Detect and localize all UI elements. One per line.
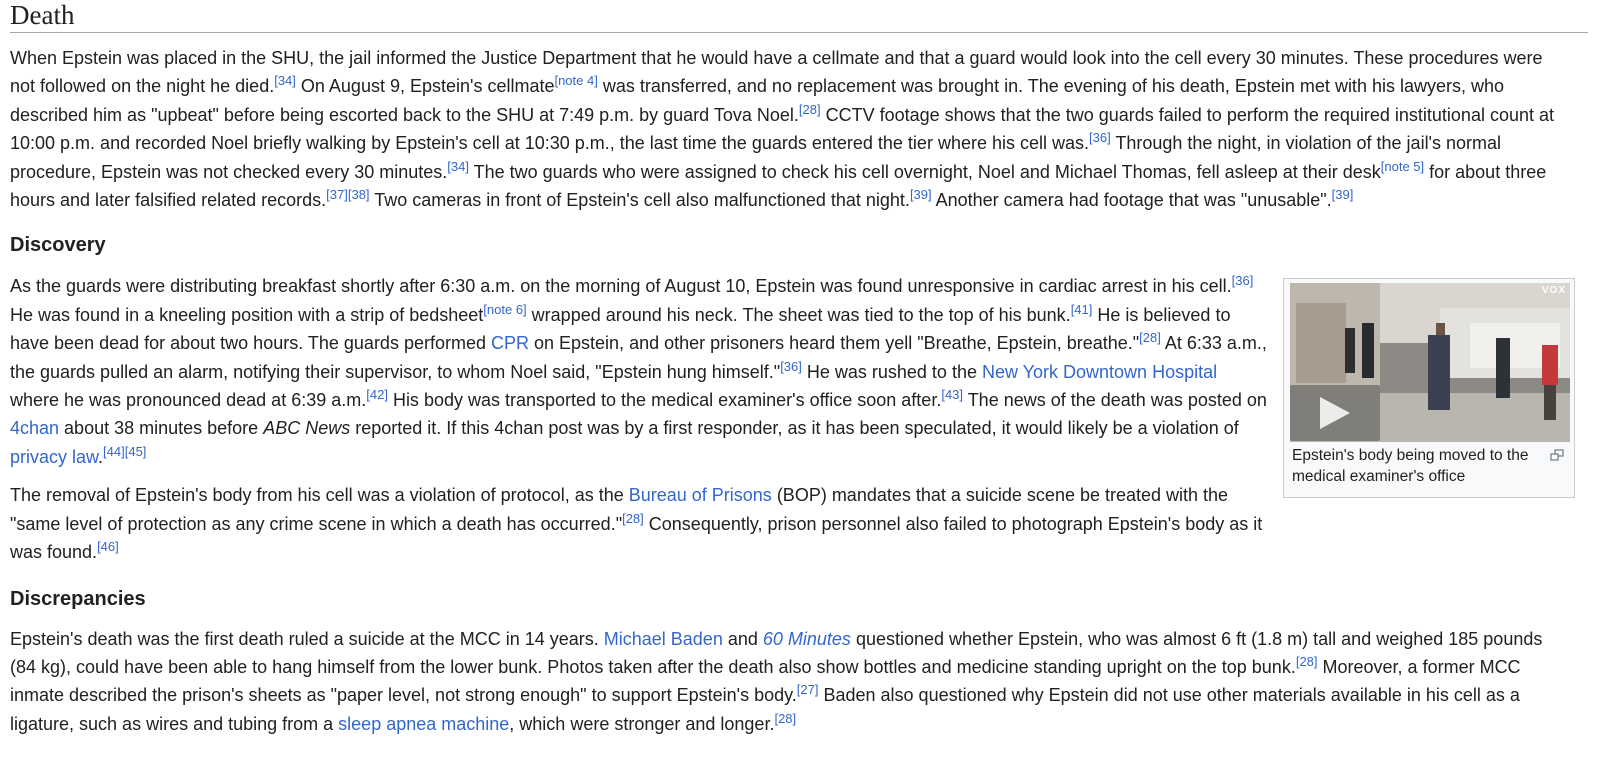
citation-anchor[interactable]: [28] — [798, 101, 821, 117]
citation-anchor[interactable]: [34] — [274, 73, 296, 89]
section-heading-death: Death — [10, 0, 1588, 33]
citation-link[interactable] — [447, 159, 469, 174]
thumbnail-caption: Epstein's body being moved to the medical examiner's office — [1292, 447, 1529, 485]
enlarge-icon[interactable] — [1550, 449, 1564, 461]
citation-anchor[interactable]: [39] — [909, 187, 932, 203]
citation-anchor[interactable]: [45] — [124, 443, 147, 459]
citation-link[interactable] — [774, 711, 796, 726]
citation-link[interactable] — [1139, 330, 1161, 345]
citation-link[interactable] — [554, 73, 597, 88]
citation-link[interactable] — [910, 187, 932, 202]
citation-link[interactable] — [326, 187, 348, 202]
citation-anchor[interactable]: [note 5] — [1380, 158, 1425, 174]
section-heading-discovery: Discovery — [10, 234, 106, 257]
citation-link[interactable] — [274, 73, 296, 88]
wiki-link[interactable]: Bureau of Prisons — [628, 485, 772, 506]
discrepancies-paragraph: Epstein's death was the first death ruled a suicide at the MCC in 14 years. Michael Baden and 60 Minutes questioned whether Epstein, who was almost 6 ft (1.8 m) tall and weighed 185 pounds (84 kg), could have been able to hang himself from the lower bunk. Photos taken after the death also show bottles and medicine standing upright on the top bunk.[28] Moreover, a former MCC inmate described the prison's sheets as "paper level, not strong enough" to support Epstein's body.[27] Baden also questioned why Epstein did not use other materials available in his cell as a ligature, such as wires and tubing from a sleep apnea machine, which were stronger and longer.[28] — [10, 628, 1543, 734]
citation-link[interactable] — [941, 387, 963, 402]
citation-anchor[interactable]: [note 4] — [554, 73, 598, 89]
video-player[interactable] — [1290, 283, 1570, 442]
citation-anchor[interactable]: [36] — [1089, 130, 1111, 146]
citation-anchor[interactable]: [37] — [326, 187, 348, 203]
video-thumbnail-box — [1283, 278, 1575, 498]
citation-link[interactable] — [1332, 187, 1354, 202]
citation-anchor[interactable]: [41] — [1070, 301, 1093, 317]
citation-link[interactable] — [1296, 654, 1318, 669]
citation-link[interactable] — [1232, 273, 1254, 288]
citation-link[interactable] — [799, 102, 821, 117]
citation-link[interactable] — [483, 302, 526, 317]
citation-anchor[interactable]: [28] — [774, 710, 797, 726]
citation-anchor[interactable]: [44] — [103, 443, 125, 459]
wiki-link[interactable]: New York Downtown Hospital — [981, 361, 1218, 382]
citation-anchor[interactable]: [38] — [347, 187, 370, 203]
citation-anchor[interactable]: [42] — [366, 387, 388, 403]
citation-anchor[interactable]: [46] — [97, 539, 119, 555]
citation-link[interactable] — [1071, 302, 1093, 317]
citation-link[interactable] — [125, 444, 147, 459]
citation-anchor[interactable]: [39] — [1331, 187, 1354, 203]
discovery-paragraph-1: As the guards were distributing breakfast shortly after 6:30 a.m. on the morning of August 10, Epstein was found unresponsive in cardiac arrest in his cell.[36] He was found in a kneeling position with a strip of bedsheet[note 6] wrapped around his neck. The sheet was tied to the top of his bunk.[41] He is believed to have been dead for about two hours. The guards performed CPR on Epstein, and other prisoners heard them yell "Breathe, Epstein, breathe."[28] At 6:33 a.m., the guards pulled an alarm, notifying their supervisor, to whom Noel said, "Epstein hung himself."[36] He was rushed to the New York Downtown Hospital where he was pronounced dead at 6:39 a.m.[42] His body was transported to the medical examiner's office soon after.[43] The news of the death was posted on 4chan about 38 minutes before ABC News reported it. If this 4chan post was by a first responder, as it has been speculated, it would likely be a violation of privacy law.[44][45] — [10, 273, 1267, 467]
wiki-link[interactable]: CPR — [490, 333, 529, 354]
italic-text: ABC News — [263, 418, 351, 439]
citation-link[interactable] — [780, 359, 802, 374]
citation-anchor[interactable]: [36] — [1231, 273, 1254, 289]
citation-link[interactable] — [366, 387, 388, 402]
wiki-link[interactable]: 4chan — [10, 418, 60, 439]
citation-link[interactable] — [797, 682, 819, 697]
citation-anchor[interactable]: [28] — [1139, 330, 1161, 346]
section-heading-discrepancies: Discrepancies — [10, 587, 146, 610]
wiki-link[interactable]: privacy law — [10, 446, 99, 467]
citation-anchor[interactable]: [36] — [780, 358, 802, 374]
citation-anchor[interactable]: [28] — [622, 510, 644, 526]
death-paragraph: When Epstein was placed in the SHU, the jail informed the Justice Department that he would have a cellmate and that a guard would look into the cell every 30 minutes. These procedures were not followed on the night he died.[34] On August 9, Epstein's cellmate[note 4] was transferred, and no replacement was brought in. The evening of his death, Epstein met with his lawyers, who described him as "upbeat" before being escorted back to the SHU at 7:49 p.m. by guard Tova Noel.[28] CCTV footage shows that the two guards failed to perform the required institutional count at 10:00 p.m. and recorded Noel briefly walking by Epstein's cell at 10:30 p.m., the last time the guards entered the tier where his cell was.[36] Through the night, in violation of the jail's normal procedure, Epstein was not checked every 30 minutes.[34] The two guards who were assigned to check his cell overnight, Noel and Michael Thomas, fell asleep at their desk[note 5] for about three hours and later falsified related records.[37][38] Two cameras in front of Epstein's cell also malfunctioned that night.[39] Another camera had footage that was "unusable".[39] — [10, 48, 1554, 211]
citation-anchor[interactable]: [28] — [1295, 653, 1318, 669]
citation-link[interactable] — [348, 187, 370, 202]
citation-anchor[interactable]: [27] — [796, 682, 819, 698]
vox-watermark: VOX — [1541, 285, 1566, 296]
discovery-paragraph-2: The removal of Epstein's body from his cell was a violation of protocol, as the Bureau of Prisons (BOP) mandates that a suicide scene be treated with the "same level of protection as any crime scene in which a death has occurred."[28] Consequently, prison personnel also failed to photograph Epstein's body as it was found.[46] — [10, 485, 1263, 563]
wiki-link[interactable]: 60 Minutes — [762, 628, 851, 649]
citation-link[interactable] — [97, 539, 119, 554]
citation-link[interactable] — [103, 444, 125, 459]
wiki-link[interactable]: Michael Baden — [603, 628, 723, 649]
citation-anchor[interactable]: [34] — [447, 158, 469, 174]
citation-link[interactable] — [1381, 159, 1424, 174]
play-button[interactable] — [1290, 385, 1380, 441]
citation-link[interactable] — [1089, 130, 1111, 145]
citation-anchor[interactable]: [note 6] — [483, 301, 527, 317]
citation-anchor[interactable]: [43] — [941, 387, 964, 403]
wiki-link[interactable]: sleep apnea machine — [338, 713, 510, 734]
play-icon — [1320, 397, 1350, 429]
citation-link[interactable] — [622, 511, 644, 526]
